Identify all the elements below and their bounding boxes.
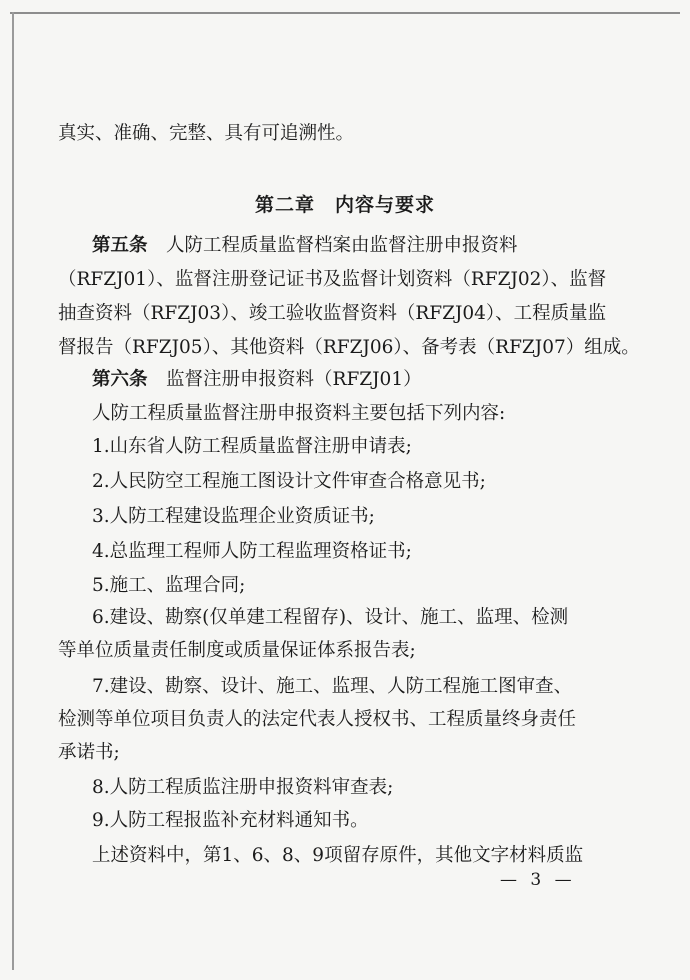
article-6-line <box>92 366 632 394</box>
scan-border-left <box>12 12 14 970</box>
text-line: 真实、准确、完整、具有可追溯性。 <box>58 123 355 144</box>
list-item-7-line-3: 承诺书; <box>58 742 120 763</box>
article-5-text: 人防工程质量监督档案由监督注册申报资料 <box>147 235 518 256</box>
page-number: — 3 — <box>500 870 576 890</box>
list-item-7-line-2: 检测等单位项目负责人的法定代表人授权书、工程质量终身责任 <box>58 709 577 730</box>
list-item-9: 9.人防工程报监补充材料通知书。 <box>92 810 369 831</box>
list-item-6-line-1: 6.建设、勘察(仅单建工程留存)、设计、施工、监理、检测 <box>92 607 569 628</box>
list-item-1: 1.山东省人防工程质量监督注册申请表; <box>92 436 412 457</box>
chapter-heading: 第二章 内容与要求 <box>254 194 435 216</box>
list-intro: 人防工程质量监督注册申报资料主要包括下列内容: <box>92 403 506 424</box>
article-5-line-3: 抽查资料（RFZJ03）、竣工验收监督资料（RFZJ04）、工程质量监 <box>58 303 607 324</box>
article-5-label: 第五条 <box>92 235 148 256</box>
list-item-4: 4.总监理工程师人防工程监理资格证书; <box>92 541 412 562</box>
list-item-3: 3.人防工程建设监理企业资质证书; <box>92 506 375 527</box>
list-item-2: 2.人民防空工程施工图设计文件审查合格意见书; <box>92 471 486 492</box>
list-item-6-line-2: 等单位质量责任制度或质量保证体系报告表; <box>58 640 416 661</box>
list-item-8: 8.人防工程质监注册申报资料审查表; <box>92 777 394 798</box>
list-item-5: 5.施工、监理合同; <box>92 575 246 596</box>
article-5-line-4: 督报告（RFZJ05）、其他资料（RFZJ06）、备考表（RFZJ07）组成。 <box>58 337 640 358</box>
closing-paragraph: 上述资料中，第1、6、8、9项留存原件，其他文字材料质监 <box>92 845 584 866</box>
article-6-label: 第六条 <box>92 369 148 390</box>
scan-border-top <box>10 12 680 14</box>
list-item-7-line-1: 7.建设、勘察、设计、施工、监理、人防工程施工图审查、 <box>92 676 573 697</box>
article-6-text: 监督注册申报资料（RFZJ01） <box>147 369 422 390</box>
article-5-line-2: （RFZJ01）、监督注册登记证书及监督计划资料（RFZJ02）、监督 <box>58 269 607 290</box>
article-5-line-1 <box>92 232 632 260</box>
